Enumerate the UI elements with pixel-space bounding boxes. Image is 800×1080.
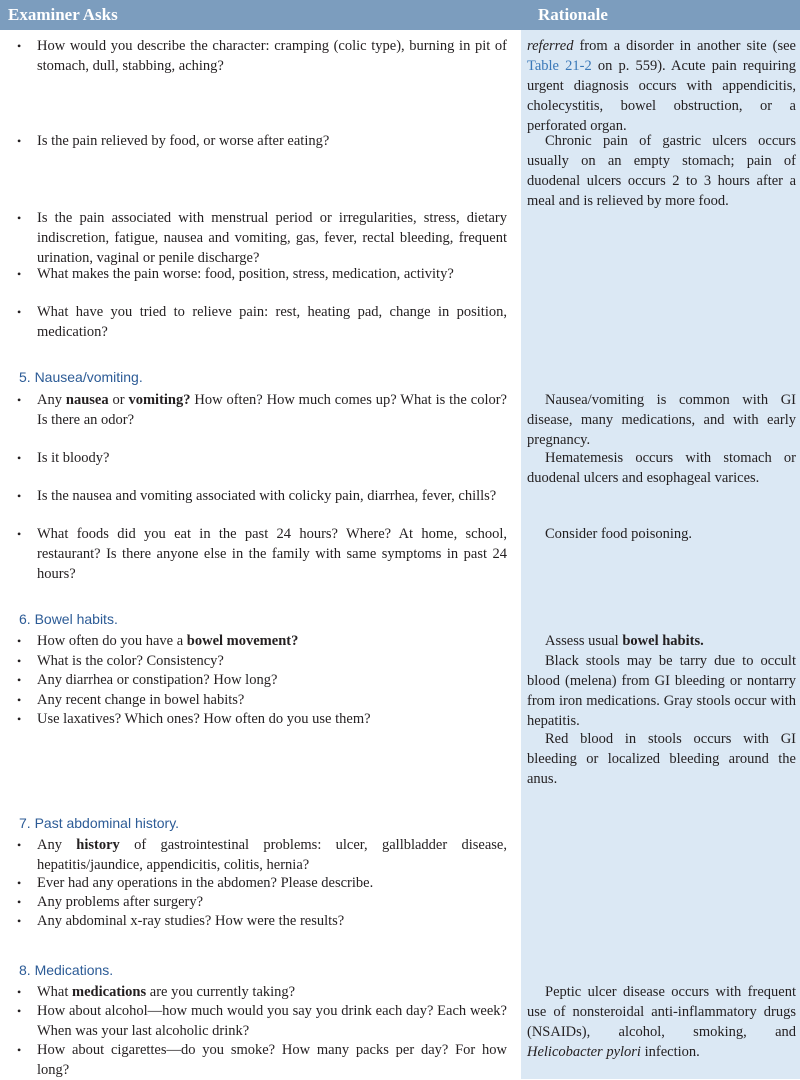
question-pain-relief: • What have you tried to relieve pain: rest, heating pad, change in position, medication? [37, 302, 507, 342]
rationale-referred-em: referred [527, 38, 574, 54]
question-history-problems [37, 835, 507, 875]
question-bowel-change: • Any recent change in bowel habits? [37, 690, 507, 710]
r-text: Assess usual [545, 633, 623, 649]
q-bold: vomiting? [128, 392, 191, 408]
r-text: infection. [640, 1044, 700, 1060]
question-medications-current [37, 982, 507, 1002]
header-examiner-asks: Examiner Asks [8, 5, 118, 24]
table-reference-link[interactable]: Table 21-2 [527, 58, 592, 74]
question-history-surgery: • Any problems after surgery? [37, 892, 507, 912]
q-text: of gastrointestinal problems: ulcer, gallbladder disease, hepatitis/jaundice, appendicitis, colitis, hernia? [37, 837, 507, 873]
q-text: How often do you have a [37, 633, 187, 649]
r-text: Peptic ulcer disease occurs with frequent use of nonsteroidal anti-inflammatory drugs (NSAIDs), alcohol, smoking, and [527, 984, 796, 1040]
r-bold: bowel habits. [622, 633, 704, 649]
rationale-referred-text-a: from a disorder in another site (see [573, 38, 796, 54]
table-header [0, 0, 800, 30]
section-heading-history: 7. Past abdominal history. [19, 815, 180, 831]
rationale-nausea-common: Nausea/vomiting is common with GI disease, many medications, and with early pregnancy. [527, 392, 796, 448]
question-pain-character: • How would you describe the character: cramping (colic type), burning in pit of stomach, dull, stabbing, aching? [37, 36, 507, 76]
q-text: What [37, 984, 73, 1000]
question-bowel-color: • What is the color? Consistency? [37, 651, 507, 671]
q-text: Any [37, 837, 77, 853]
section-heading-nausea: 5. Nausea/vomiting. [19, 369, 143, 385]
q-text: are you currently taking? [146, 984, 296, 1000]
rationale-black-stools: Black stools may be tarry due to occult blood (melena) from GI bleeding or nontarry from iron medications. Gray stools occur with hepatitis. [527, 653, 796, 729]
question-nausea-foods: • What foods did you eat in the past 24 hours? Where? At home, school, restaurant? Is there anyone else in the family with same symptoms in past 24 hours? [37, 524, 507, 584]
question-nausea-associated: • Is the nausea and vomiting associated with colicky pain, diarrhea, fever, chills? [37, 486, 507, 506]
q-text: Any [37, 392, 66, 408]
section-heading-medications: 8. Medications. [19, 962, 114, 978]
question-pain-worse: • What makes the pain worse: food, position, stress, medication, activity? [37, 264, 507, 284]
q-bold: medications [72, 984, 147, 1000]
question-medications-cigarettes: • How about cigarettes—do you smoke? How many packs per day? For how long? [37, 1040, 507, 1080]
q-text: How often? How much comes up? What is the color? Is there an odor? [37, 392, 507, 428]
rationale-gastric-ulcers: Chronic pain of gastric ulcers occurs usually on an empty stomach; pain of duodenal ulcers occurs 2 to 3 hours after a meal and is relieved by more food. [527, 133, 796, 209]
rationale-food-poisoning: Consider food poisoning. [545, 526, 693, 542]
q-bold: bowel movement? [186, 633, 299, 649]
rationale-red-blood: Red blood in stools occurs with GI bleeding or localized bleeding around the anus. [527, 731, 796, 787]
question-bowel-diarrhea: • Any diarrhea or constipation? How long? [37, 670, 507, 690]
rationale-bowel-habits [527, 631, 796, 651]
rationale-referred-pain [527, 36, 796, 136]
header-rationale: Rationale [538, 5, 608, 24]
question-pain-food: • Is the pain relieved by food, or worse after eating? [37, 131, 507, 151]
rationale-hematemesis: Hematemesis occurs with stomach or duodenal ulcers and esophageal varices. [527, 450, 796, 486]
question-bowel-laxatives: • Use laxatives? Which ones? How often do you use them? [37, 709, 507, 729]
question-history-operations: • Ever had any operations in the abdomen? Please describe. [37, 873, 507, 893]
question-nausea-frequency [37, 390, 507, 430]
rationale-peptic-ulcer [527, 982, 796, 1062]
q-text: or [108, 392, 129, 408]
rationale-referred-text-b: on p. 559). Acute pain requiring urgent diagnosis occurs with appendicitis, cholecystitis, bowel obstruction, or a perforated organ. [527, 58, 796, 134]
section-heading-bowel: 6. Bowel habits. [19, 611, 118, 627]
question-history-xray: • Any abdominal x-ray studies? How were the results? [37, 911, 507, 931]
question-bowel-frequency [37, 631, 507, 651]
r-em: Helicobacter pylori [527, 1044, 641, 1060]
question-medications-alcohol: • How about alcohol—how much would you say you drink each day? Each week? When was your last alcoholic drink? [37, 1001, 507, 1041]
question-nausea-bloody: • Is it bloody? [37, 448, 507, 468]
question-pain-associated: • Is the pain associated with menstrual period or irregularities, stress, dietary indiscretion, fatigue, nausea and vomiting, gas, fever, rectal bleeding, frequent urination, vaginal or penile discharge? [37, 208, 507, 268]
q-bold: history [76, 837, 120, 853]
q-bold: nausea [65, 392, 109, 408]
